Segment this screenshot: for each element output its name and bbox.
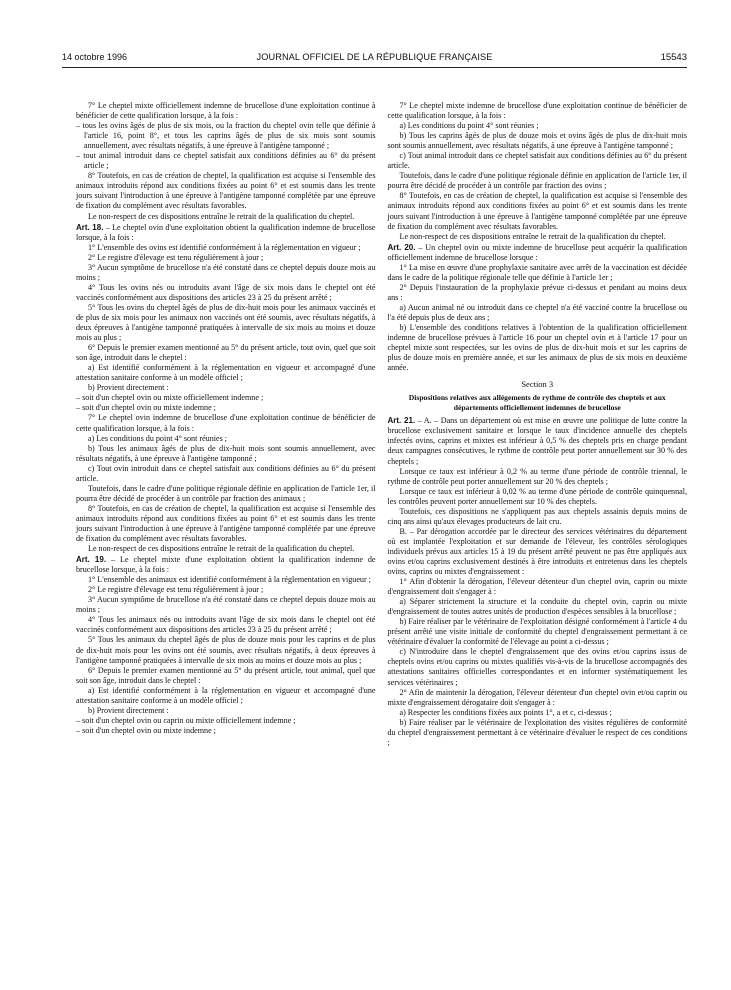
paragraph: Toutefois, ces dispositions ne s'appliquent pas aux cheptels assainis depuis moins de cinq ans ainsi qu'aux élevages producteurs de lait cru. bbox=[387, 506, 687, 526]
paragraph: 2° Afin de maintenir la dérogation, l'éleveur détenteur d'un cheptel ovin et/ou caprin ou mixte d'engraissement dérogataire doit s'engager à : bbox=[387, 687, 687, 707]
paragraph: 2° Le registre d'élevage est tenu régulièrement à jour ; bbox=[88, 252, 264, 262]
paragraph: 7° Le cheptel mixte officiellement indemne de brucellose d'une exploitation continue à bénéficier de cette qualification lorsque, à la fois : bbox=[76, 101, 376, 121]
paragraph: a) Les conditions du point 4° sont réunies ; bbox=[88, 433, 228, 443]
paragraph: 5° Tous les ovins du cheptel âgés de plus de dix-huit mois pour les animaux vaccinés et de plus de six mois pour les animaux non vaccinés ont été soumis, avec résultats négatifs, à deux épreuves à l'antigène tamponné pratiquées à intervalle de six mois au moins et douze mois au plus ; bbox=[76, 302, 376, 343]
paragraph: Toutefois, dans le cadre d'une politique régionale définie en application de l'article 1er, il pourra être décidé de procéder à un contrôle par fraction des ovins ; bbox=[387, 171, 687, 191]
paragraph: b) Provient directement : bbox=[88, 705, 169, 715]
paragraph: Lorsque ce taux est inférieur à 0,02 % au terme d'une période de contrôle quinquennal, les contrôles peuvent porter annuellement sur 10 % des cheptels. bbox=[387, 486, 687, 506]
paragraph: B. – Par dérogation accordée par le directeur des services vétérinaires du département où est implantée l'exploitation et sur demande de l'éleveur, les contrôles sérologiques individuels prévus aux articles 15 à 19 du présent arrêté peuvent ne pas être appliqués aux ovins et/ou caprins exclusivement destinés à être introduits et entretenus dans les cheptels ovins, caprins ou mixtes d'engraissement : bbox=[387, 526, 687, 577]
paragraph: a) Les conditions du point 4° sont réunies ; bbox=[399, 121, 539, 131]
paragraph: Le non-respect de ces dispositions entraîne le retrait de la qualification du cheptel. bbox=[399, 231, 666, 241]
list-item: – soit d'un cheptel ovin ou mixte indemne ; bbox=[76, 725, 216, 735]
right-column bbox=[388, 101, 688, 961]
paragraph: Toutefois, dans le cadre d'une politique régionale définie en application de l'article 1er, il pourra être décidé de procéder à un contrôle par fraction des animaux ; bbox=[76, 483, 376, 503]
paragraph: Le non-respect de ces dispositions entraîne le retrait de la qualification du cheptel. bbox=[88, 544, 355, 554]
article-text: – A. – Dans un département où est mise en œuvre une politique de lutte contre la brucellose exclusivement sanitaire et lorsque le taux d'incidence annuelle des cheptels infectés ovins, caprins et mixtes est inférieur à 0,5 % des cheptels pris en charge pendant deux campagnes consécutives, le rythme de contrôle peut porter annuellement sur 30 % des cheptels ; bbox=[387, 416, 687, 466]
paragraph: 2° Depuis l'instauration de la prophylaxie prévue ci-dessus et pendant au moins deux ans : bbox=[387, 282, 687, 302]
paragraph: Lorsque ce taux est inférieur à 0,2 % au terme d'une période de contrôle triennal, le rythme de contrôle peut porter annuellement sur 20 % des cheptels ; bbox=[387, 466, 687, 486]
paragraph: 4° Tous les animaux nés ou introduits avant l'âge de six mois dans le cheptel ont été vaccinés conformément aux dispositions des articles 23 à 25 du présent arrêté ; bbox=[76, 615, 376, 635]
paragraph: b) L'ensemble des conditions relatives à l'obtention de la qualification officiellement indemne de brucellose prévues à l'article 16 pour un cheptel ovin et à l'article 17 pour un cheptel mixte sont respectées, sur les ovins de plus de dix-huit mois et sur les caprins de plus de douze mois en première année, et sur les animaux de plus de six mois en deuxième année. bbox=[387, 323, 687, 373]
paragraph: 7° Le cheptel ovin indemne de brucellose d'une exploitation continue de bénéficier de cette qualification lorsque, à la fois : bbox=[76, 413, 376, 433]
paragraph: a) Est identifié conformément à la réglementation en vigueur et accompagné d'une attestation sanitaire conforme à un modèle officiel ; bbox=[76, 363, 376, 383]
journal-title: JOURNAL OFFICIEL DE LA RÉPUBLIQUE FRANÇAISE bbox=[256, 52, 493, 62]
article-paragraph bbox=[388, 416, 688, 466]
text-columns bbox=[76, 101, 687, 961]
list-item: – soit d'un cheptel ovin ou caprin ou mixte officiellement indemne ; bbox=[76, 715, 296, 725]
paragraph: 8° Toutefois, en cas de création de cheptel, la qualification est acquise si l'ensemble des animaux introduits répond aux conditions fixées au point 6° et est soumis dans les trente jours suivant l'introduction à une épreuve à l'antigène tamponné complétée par une épreuve de fixation du complément avec résultats favorables. bbox=[76, 171, 376, 211]
paragraph: 1° L'ensemble des animaux est identifié conformément à la réglementation en vigueur ; bbox=[88, 575, 371, 585]
paragraph: b) Provient directement : bbox=[88, 383, 169, 393]
paragraph: a) Aucun animal né ou introduit dans ce cheptel n'a été vacciné contre la brucellose ou l'a été depuis plus de deux ans ; bbox=[387, 302, 687, 322]
article-text: – Un cheptel ovin ou mixte indemne de brucellose peut acquérir la qualification officiellement indemne de brucellose lorsque : bbox=[387, 242, 687, 262]
paragraph: c) Tout animal introduit dans ce cheptel satisfait aux conditions définies au 6° du présent article. bbox=[387, 151, 687, 171]
paragraph: c) Tout ovin introduit dans ce cheptel satisfait aux conditions définies au 6° du présent article. bbox=[76, 463, 376, 483]
list-item: – soit d'un cheptel ovin ou mixte officiellement indemne ; bbox=[76, 393, 264, 403]
paragraph: 2° Le registre d'élevage est tenu régulièrement à jour ; bbox=[88, 585, 264, 595]
paragraph: 1° Afin d'obtenir la dérogation, l'éleveur détenteur d'un cheptel ovin, caprin ou mixte d'engraissement doit s'engager à : bbox=[387, 577, 687, 597]
list-item: – tous les ovins âgés de plus de six mois, ou la fraction du cheptel ovin telle que définie à l'article 16, point 8°, et tous les caprins âgés de plus de six mois sont soumis annuellement, avec résultats négatifs, à une épreuve à l'antigène tamponné ; bbox=[76, 121, 376, 151]
page-number: 15543 bbox=[660, 52, 687, 63]
list-item: – tout animal introduit dans ce cheptel satisfait aux conditions définies au 6° du présent article ; bbox=[76, 151, 376, 171]
paragraph: b) Faire réaliser par le vétérinaire de l'exploitation des visites régulières de conformité du cheptel d'engraissement permettant à ce vétérinaire d'évaluer le respect de ces conditions ; bbox=[387, 717, 687, 747]
paragraph: 1° L'ensemble des ovins est identifié conformément à la réglementation en vigueur ; bbox=[88, 242, 361, 252]
article-text: – Le cheptel mixte d'une exploitation obtient la qualification indemne de brucellose lorsque, à la fois : bbox=[76, 555, 376, 575]
paragraph: 8° Toutefois, en cas de création de cheptel, la qualification est acquise si l'ensemble des animaux introduits répond aux conditions fixées au point 6° et est soumis dans les trente jours suivant l'introduction à une épreuve à l'antigène tamponné complétée par une épreuve de fixation du complément avec résultats favorables. bbox=[76, 503, 376, 544]
paragraph: b) Tous les animaux âgés de plus de dix-huit mois sont soumis annuellement, avec résultats négatifs, à une épreuve à l'antigène tamponné ; bbox=[76, 443, 376, 463]
article-label: Art. 21. bbox=[387, 416, 416, 426]
paragraph: 3° Aucun symptôme de brucellose n'a été constaté dans ce cheptel depuis douze mois au moins ; bbox=[76, 262, 376, 282]
paragraph: b) Tous les caprins âgés de plus de douze mois et ovins âgés de plus de dix-huit mois sont soumis annuellement, avec résultats négatifs, à une épreuve à l'antigène tamponné ; bbox=[387, 131, 687, 151]
article-paragraph bbox=[76, 555, 376, 575]
paragraph: a) Respecter les conditions fixées aux points 1°, a et c, ci-dessus ; bbox=[399, 707, 612, 717]
paragraph: Le non-respect de ces dispositions entraîne le retrait de la qualification du cheptel. bbox=[88, 211, 355, 221]
header-date: 14 octobre 1996 bbox=[62, 52, 128, 62]
paragraph: 3° Aucun symptôme de brucellose n'a été constaté dans ce cheptel depuis douze mois au moins ; bbox=[76, 595, 376, 615]
paragraph: a) Est identifié conformément à la réglementation en vigueur et accompagné d'une attestation sanitaire conforme à un modèle officiel ; bbox=[76, 685, 376, 705]
paragraph: 5° Tous les animaux du cheptel âgés de plus de douze mois pour les caprins et de plus de dix-huit mois pour les ovins ont été soumis, avec résultats négatifs, à deux épreuves à l'antigène tamponné pratiquées à intervalle de six mois au moins et douze mois au plus ; bbox=[76, 635, 376, 665]
page-header bbox=[62, 52, 687, 66]
left-column bbox=[76, 101, 376, 961]
article-label: Art. 19. bbox=[76, 555, 107, 565]
paragraph: 6° Depuis le premier examen mentionné au 5° du présent article, tout ovin, quel que soit son âge, introduit dans le cheptel : bbox=[76, 343, 376, 363]
paragraph: 1° La mise en œuvre d'une prophylaxie sanitaire avec arrêt de la vaccination est décidée dans le cadre de la politique régionale telle que définie à l'article 1er ; bbox=[387, 262, 687, 282]
paragraph: 4° Tous les ovins nés ou introduits avant l'âge de six mois dans le cheptel ont été vaccinés conformément aux dispositions des articles 23 à 25 du présent arrêté ; bbox=[76, 282, 376, 302]
article-paragraph bbox=[76, 223, 376, 243]
section-heading: Section 3 bbox=[521, 379, 554, 390]
list-item: – soit d'un cheptel ovin ou mixte indemne ; bbox=[76, 403, 216, 413]
header-rule bbox=[62, 67, 687, 68]
article-text: – Le cheptel ovin d'une exploitation obtient la qualification indemne de brucellose lorsque, à la fois : bbox=[76, 222, 376, 242]
paragraph: 7° Le cheptel mixte indemne de brucellose d'une exploitation continue de bénéficier de cette qualification lorsque, à la fois : bbox=[387, 101, 687, 121]
paragraph: b) Faire réaliser par le vétérinaire de l'exploitation désigné conformément à l'article 4 du présent arrêté une visite initiale de conformité du cheptel d'engraissement permettant à ce vétérinaire d'évaluer la conformité de l'élevage au point a ci-dessus ; bbox=[387, 617, 687, 647]
article-paragraph bbox=[388, 243, 688, 263]
paragraph: 6° Depuis le premier examen mentionné au 5° du présent article, tout animal, quel que soit son âge, introduit dans le cheptel : bbox=[76, 665, 376, 685]
section-title: Dispositions relatives aux allégements de rythme de contrôle des cheptels et aux départements officiellement indemnes de brucellose bbox=[408, 393, 666, 412]
paragraph: 8° Toutefois, en cas de création de cheptel, la qualification est acquise si l'ensemble des animaux introduits répond aux conditions fixées au point 6° et est soumis dans les trente jours suivant l'introduction à une épreuve à l'antigène tamponné complétée par une épreuve de fixation du complément avec résultats favorables. bbox=[387, 191, 687, 231]
paragraph: a) Séparer strictement la structure et la conduite du cheptel ovin, caprin ou mixte d'engraissement de toutes autres unités de production d'espèces sensibles à la brucellose ; bbox=[387, 597, 687, 617]
paragraph: c) N'introduire dans le cheptel d'engraissement que des ovins et/ou caprins issus de cheptels ovins et/ou caprins ou mixtes qualifiés vis-à-vis de la brucellose accompagnés des attestations sanitaires officielles correspondantes et en informer systématiquement les services vétérinaires ; bbox=[387, 647, 687, 687]
article-label: Art. 18. bbox=[76, 222, 104, 232]
article-label: Art. 20. bbox=[387, 242, 416, 252]
